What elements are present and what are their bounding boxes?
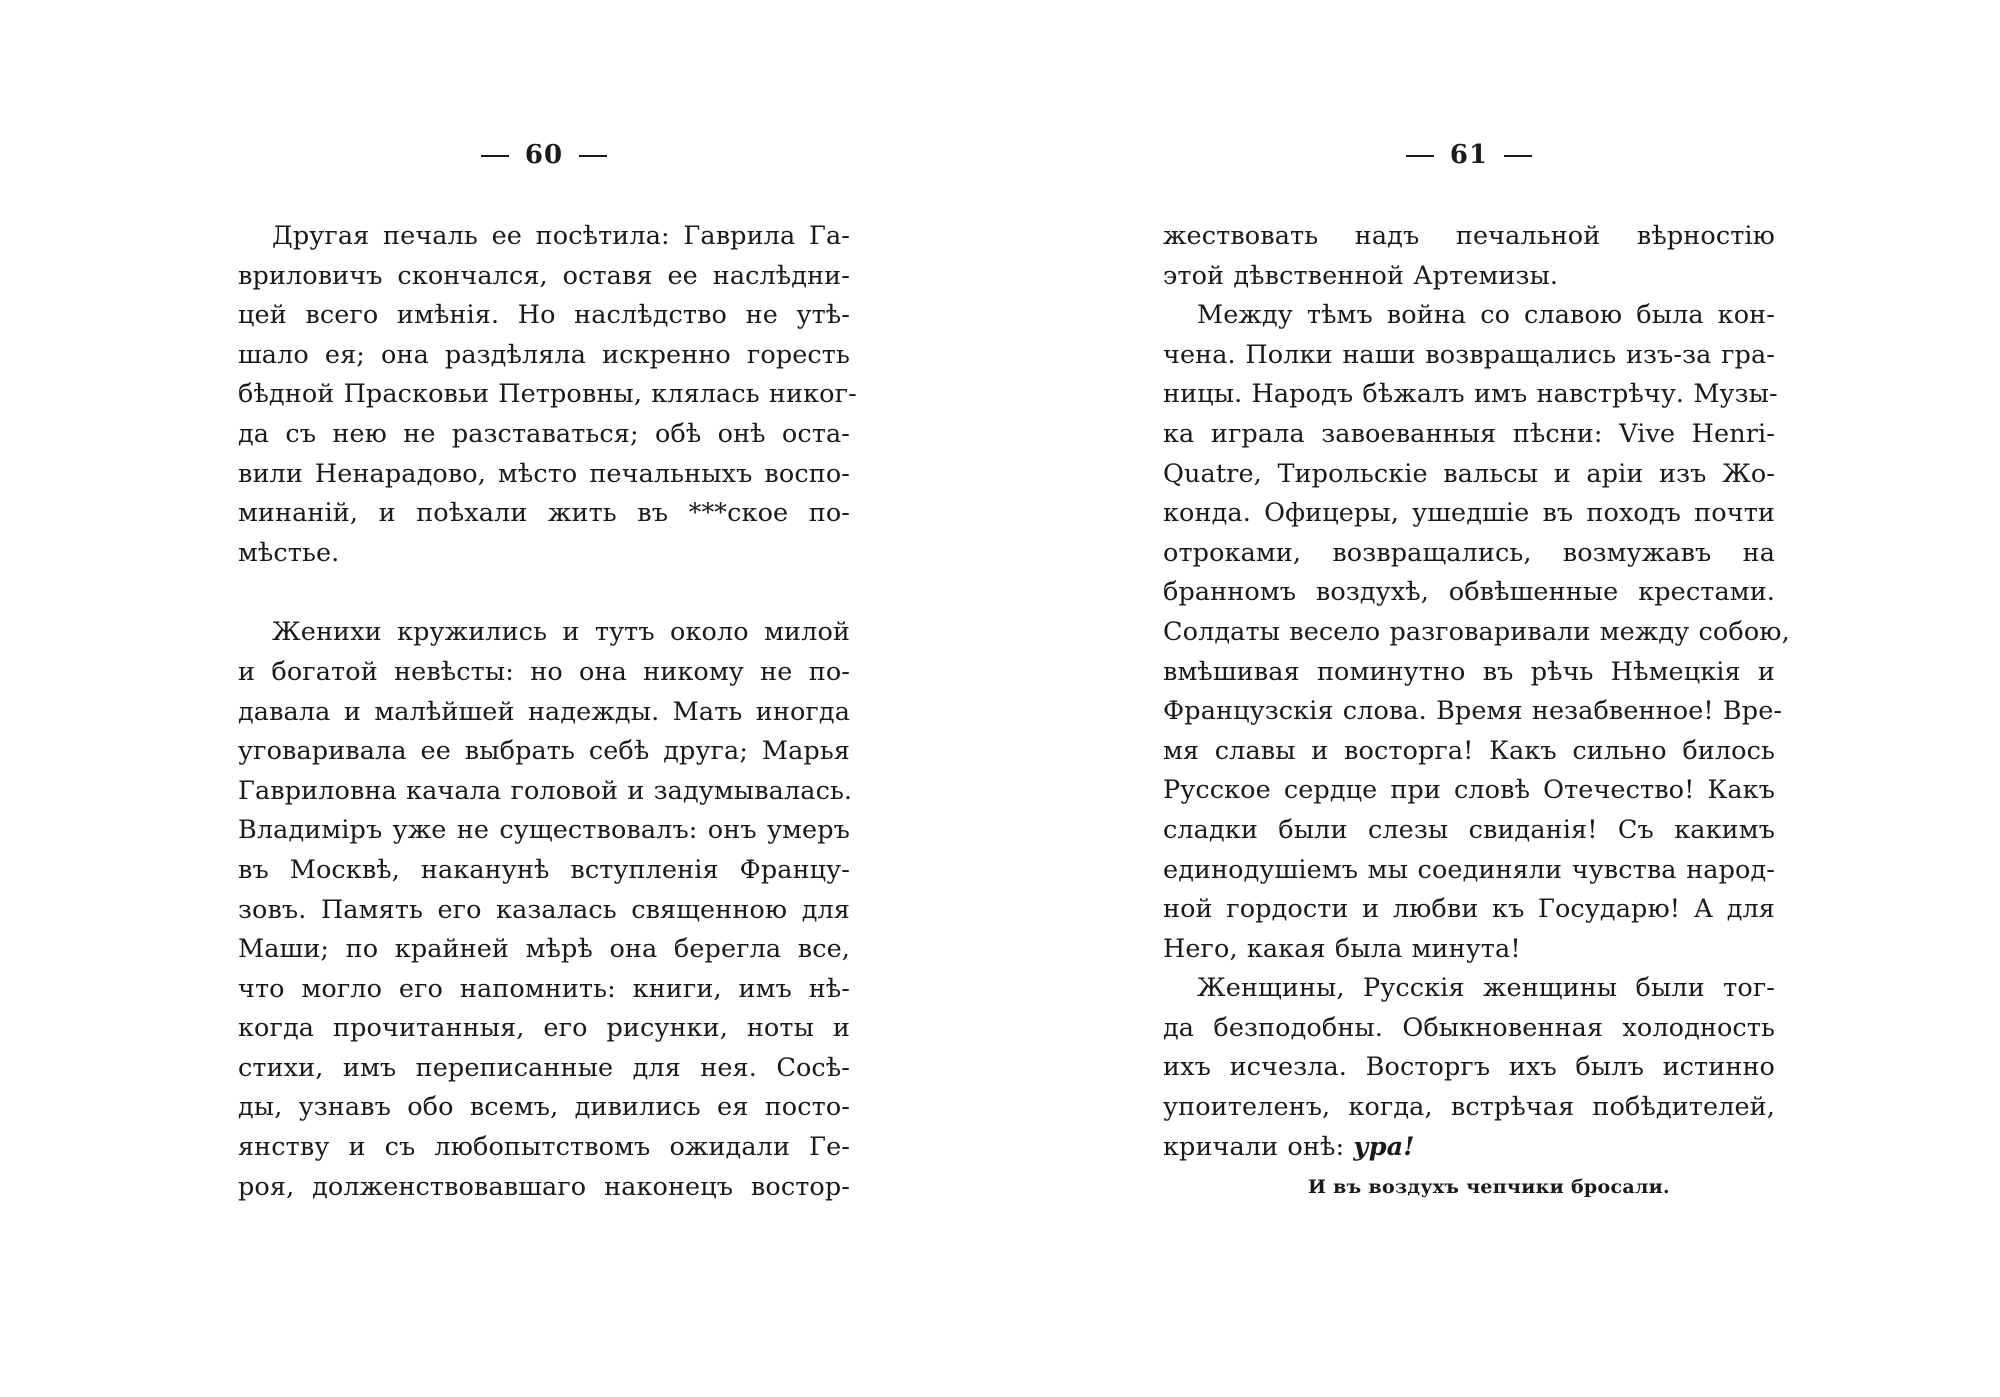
text-line: ницы. Народъ бѣжалъ имъ навстрѣчу. Музы- [1163, 379, 1778, 410]
text-line: бранномъ воздухѣ, обвѣшенные крестами. [1163, 577, 1775, 608]
text-line: Владимiръ уже не существовалъ: онъ умеръ [238, 815, 850, 846]
text-line: Женщины, Русскія женщины были тог- [1197, 973, 1775, 1004]
text-line: ка играла завоеванныя пѣсни: Vive Henri- [1163, 418, 1775, 449]
paragraph-gap [238, 573, 850, 613]
right-paragraph-2 [1163, 296, 1790, 969]
text-line: мѣстье. [238, 537, 340, 568]
text-line: чена. Полки наши возвращались изъ-за гра- [1163, 339, 1775, 370]
text-line: отроками, возвращались, возмужавъ на [1163, 537, 1775, 568]
text-line: да съ нею не разставаться; обѣ онѣ оста- [238, 418, 850, 449]
text-line: жествовать надъ печальной вѣрностію [1163, 221, 1775, 251]
dash-decoration [1504, 155, 1532, 157]
text-line: бѣдной Прасковьи Петровны, клялась никог- [238, 379, 857, 410]
text-line: да безподобны. Обыкновенная холодность [1163, 1012, 1775, 1043]
text-line: единодушіемъ мы соединяли чувства народ- [1163, 854, 1775, 885]
text-line: этой дѣвственной Артемизы. [1163, 260, 1559, 291]
text-line: минаній, и поѣхали жить въ ***ское по- [238, 498, 850, 529]
text-line: цей всего имѣнія. Но наслѣдство не утѣ- [238, 300, 850, 331]
text-line-start: кричали онѣ: [1163, 1131, 1345, 1162]
text-line: ихъ исчезла. Восторгъ ихъ былъ истинно [1163, 1052, 1775, 1083]
text-line: шало ея; она раздѣляла искренно горесть [238, 339, 850, 370]
text-line: упоителенъ, когда, встрѣчая побѣдителей, [1163, 1092, 1775, 1123]
text-line: Quatre, Тирольскіе вальсы и аріи изъ Жо- [1163, 458, 1775, 489]
text-line: вмѣшивая поминутно въ рѣчь Нѣмецкія и [1163, 656, 1775, 687]
text-line [1163, 1128, 1775, 1168]
text-line: и богатой невѣсты: но она никому не по- [238, 656, 850, 687]
text-line: ды, узнавъ обо всемъ, дивились ея посто- [238, 1092, 850, 1123]
text-line: Маши; по крайней мѣрѣ она берегла все, [238, 934, 850, 965]
text-line: вриловичъ скончался, оставя ее наслѣдни- [238, 260, 850, 291]
text-line: что могло его напомнить: книги, имъ нѣ- [238, 973, 850, 1004]
right-paragraph-3 [1163, 969, 1775, 1167]
text-line: сладки были слезы свиданія! Съ какимъ [1163, 814, 1775, 845]
text-line: ной гордости и любви къ Государю! А для [1163, 894, 1775, 925]
verse-quote: И въ воздухъ чепчики бросали. [1308, 1176, 1670, 1199]
page-number-right [1163, 135, 1775, 175]
text-line: Между тѣмъ война со славою была кон- [1197, 300, 1775, 331]
text-line: вили Ненарадово, мѣсто печальныхъ воспо- [238, 458, 850, 489]
text-line: зовъ. Память его казалась священною для [238, 894, 850, 925]
left-paragraph-1 [238, 217, 857, 573]
text-line: Него, какая была минута! [1163, 933, 1521, 964]
dash-decoration [481, 155, 509, 157]
text-line: Французскія слова. Время незабвенное! Вре- [1163, 696, 1783, 727]
text-line: мя славы и восторга! Какъ сильно билось [1163, 735, 1775, 766]
right-paragraph-1 [1163, 217, 1775, 296]
left-page [238, 135, 857, 1207]
text-line: конда. Офицеры, ушедшіе въ походъ почти [1163, 498, 1775, 529]
text-line: уговаривала ее выбрать себѣ друга; Марья [238, 736, 850, 767]
text-line: стихи, имъ переписанные для нея. Сосѣ- [238, 1052, 850, 1083]
text-line: Русское сердце при словѣ Отечество! Какъ [1163, 775, 1775, 806]
page-number-left [238, 135, 850, 175]
text-line: въ Москвѣ, наканунѣ вступленія Францу- [238, 854, 850, 885]
text-line: Солдаты весело разговаривали между собою, [1163, 616, 1790, 647]
text-line: роя, долженствовавшаго наконецъ востор- [238, 1171, 850, 1202]
text-line: Другая печаль ее посѣтила: Гаврила Га- [272, 221, 850, 251]
text-line: янству и съ любопытствомъ ожидали Ге- [238, 1132, 850, 1163]
page-number-text: 60 [524, 140, 564, 170]
text-line: когда прочитанныя, его рисунки, ноты и [238, 1013, 850, 1044]
text-line: Гавриловна качала головой и задумывалась. [238, 775, 853, 806]
text-line: давала и малѣйшей надежды. Мать иногда [238, 696, 850, 727]
dash-decoration [579, 155, 607, 157]
left-paragraph-2 [238, 613, 853, 1207]
right-page [1163, 135, 1790, 1207]
exclamation-ura: ура! [1353, 1131, 1415, 1162]
page-number-text: 61 [1449, 140, 1489, 170]
text-line: Женихи кружились и тутъ около милой [272, 617, 850, 648]
dash-decoration [1406, 155, 1434, 157]
